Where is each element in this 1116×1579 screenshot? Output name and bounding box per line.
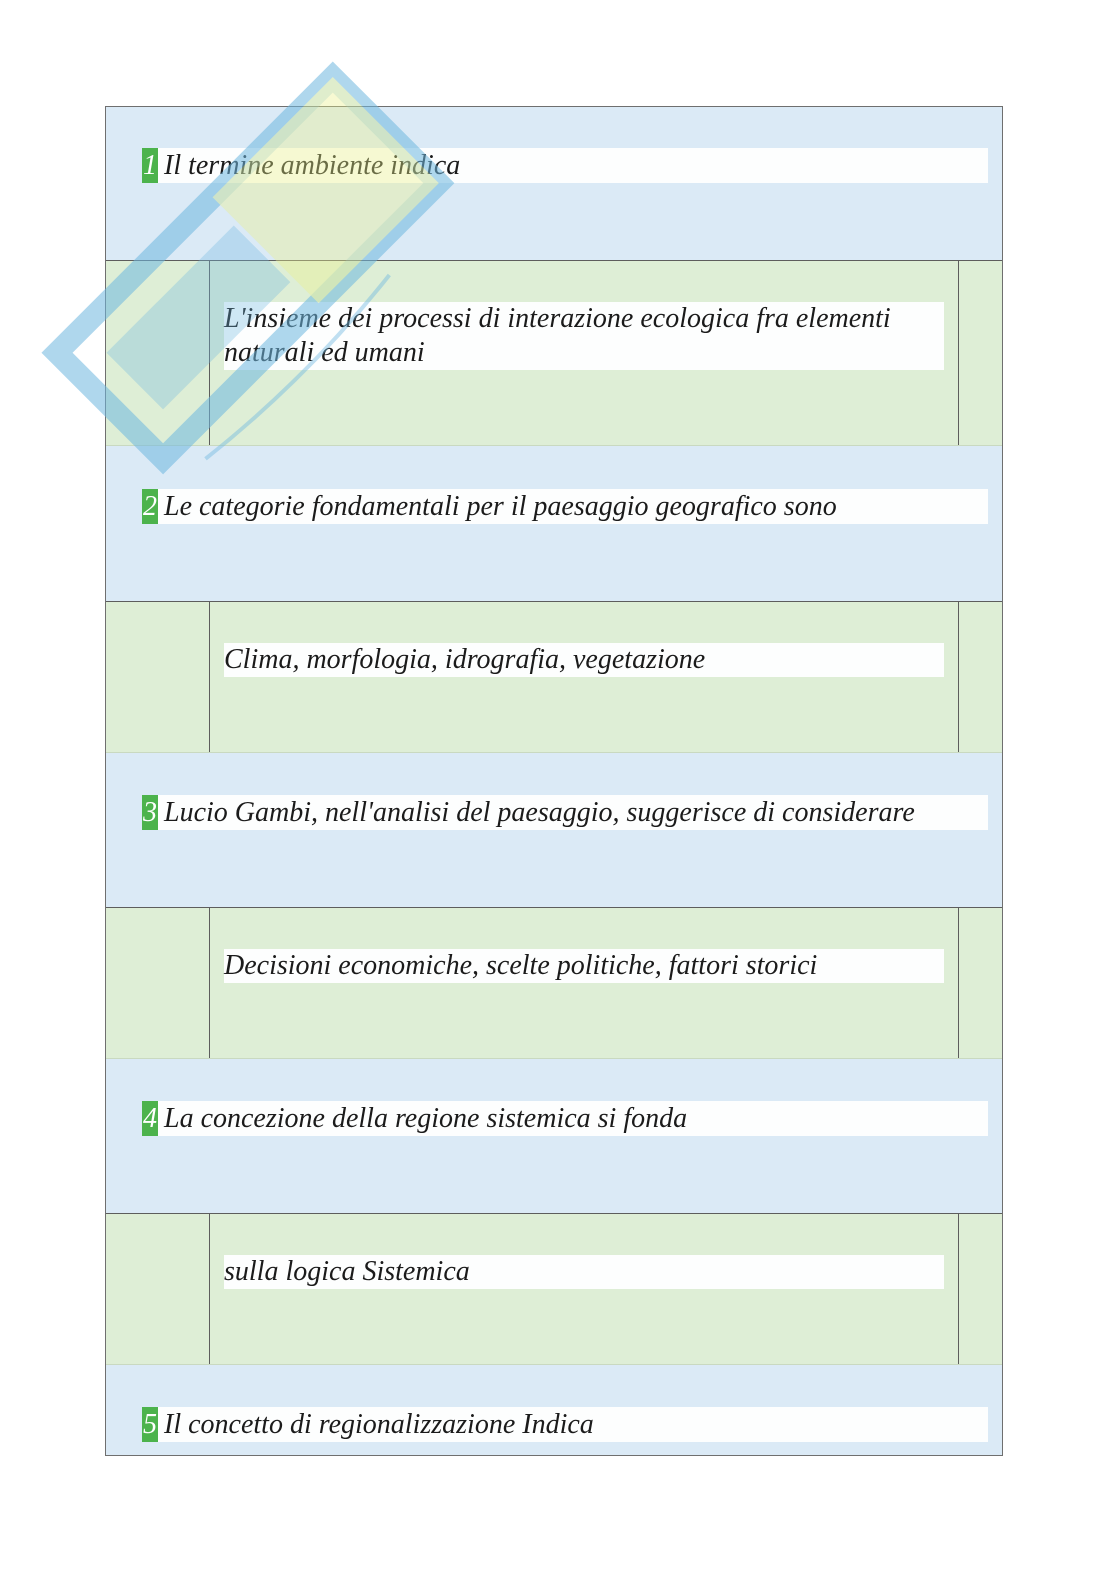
answer-field-4[interactable] [224,1255,944,1289]
question-row-1 [106,107,1002,260]
answer-field-2[interactable] [224,643,944,677]
question-text: Il termine ambiente indica [164,150,461,181]
answer-field-3[interactable] [224,949,944,983]
question-number-badge: 5 [143,1409,157,1440]
question-field-3[interactable] [142,795,988,830]
question-field-2[interactable] [142,489,988,524]
answer-cell [209,602,959,752]
question-text: La concezione della regione sistemica si fonda [164,1103,688,1134]
question-field-1[interactable] [142,148,988,183]
question-row-5 [106,1365,1002,1456]
question-field-4[interactable] [142,1101,988,1136]
answer-cell [209,908,959,1058]
quiz-table [105,106,1003,1456]
question-field-5[interactable] [142,1407,988,1442]
question-number-badge: 1 [143,150,157,181]
answer-text: L'insieme dei processi di interazione ecologica fra elementi naturali ed umani [224,303,891,368]
question-text: Lucio Gambi, nell'analisi del paesaggio, suggerisce di considerare [164,797,915,828]
answer-cell [209,1214,959,1364]
question-row-4 [106,1059,1002,1213]
question-number-badge: 2 [143,491,157,522]
question-text: Il concetto di regionalizzazione Indica [164,1409,594,1440]
question-number-badge: 3 [143,797,157,828]
answer-row-4 [106,1213,1002,1365]
answer-text: sulla logica Sistemica [224,1256,470,1287]
answer-cell [209,261,959,445]
answer-row-1 [106,260,1002,446]
answer-text: Clima, morfologia, idrografia, vegetazione [224,644,706,675]
answer-text: Decisioni economiche, scelte politiche, fattori storici [224,950,818,981]
question-row-2 [106,446,1002,601]
answer-row-2 [106,601,1002,753]
answer-field-1[interactable] [224,302,944,370]
question-number-badge: 4 [143,1103,157,1134]
question-row-3 [106,753,1002,907]
question-text: Le categorie fondamentali per il paesaggio geografico sono [164,491,837,522]
answer-row-3 [106,907,1002,1059]
